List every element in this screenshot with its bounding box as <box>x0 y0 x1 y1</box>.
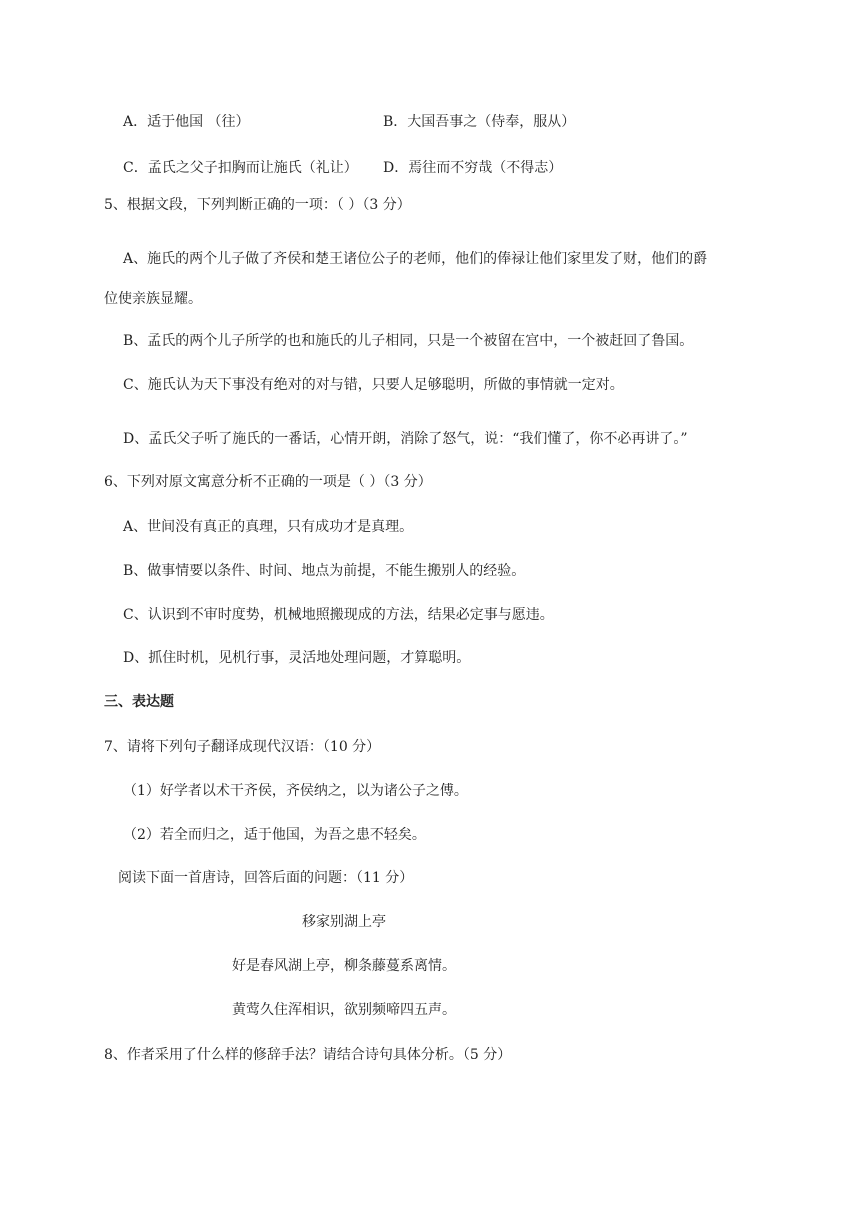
poem-line-2: 黄莺久住浑相识，欲别频啼四五声。 <box>232 1002 456 1018</box>
q7-sentence-2: （2）若全而归之，适于他国，为吾之患不轻矣。 <box>123 827 426 843</box>
q7-sentence-1: （1）好学者以术干齐侯，齐侯纳之，以为诸公子之傅。 <box>123 783 468 799</box>
q5-stem: 5、根据文段，下列判断正确的一项：（ ）（3 分） <box>104 197 411 213</box>
q5-option-a-line1: A、施氏的两个儿子做了齐侯和楚王诸位公子的老师，他们的俸禄让他们家里发了财，他们的爵 <box>123 251 708 267</box>
poem-intro: 阅读下面一首唐诗，回答后面的问题：（11 分） <box>118 870 414 886</box>
q6-option-d: D、抓住时机，见机行事，灵活地处理问题，才算聪明。 <box>123 650 471 666</box>
q6-stem: 6、下列对原文寓意分析不正确的一项是（ ）（3 分） <box>104 474 432 490</box>
q4-option-c: C．孟氏之父子扣胸而让施氏（礼让） <box>123 160 358 176</box>
q8-stem: 8、作者采用了什么样的修辞手法？请结合诗句具体分析。（5 分） <box>104 1047 512 1063</box>
q6-option-c: C、认识到不审时度势，机械地照搬现成的方法，结果必定事与愿违。 <box>123 607 554 623</box>
q4-option-a: A．适于他国 （往） <box>123 114 250 130</box>
q4-option-b: B．大国吾事之（侍奉，服从） <box>383 114 576 130</box>
q7-stem: 7、请将下列句子翻译成现代汉语：（10 分） <box>104 739 381 755</box>
q5-option-a-line2: 位使亲族显耀。 <box>104 291 202 307</box>
q5-option-c: C、施氏认为天下事没有绝对的对与错，只要人足够聪明，所做的事情就一定对。 <box>123 377 624 393</box>
q4-option-d: D．焉往而不穷哉（不得志） <box>383 160 563 176</box>
q6-option-b: B、做事情要以条件、时间、地点为前提，不能生搬别人的经验。 <box>123 563 526 579</box>
poem-line-1: 好是春风湖上亭，柳条藤蔓系离情。 <box>232 958 456 974</box>
q5-option-b: B、孟氏的两个儿子所学的也和施氏的儿子相同，只是一个被留在宫中，一个被赶回了鲁国。 <box>123 333 694 349</box>
poem-title: 移家别湖上亭 <box>302 914 386 930</box>
section-heading: 三、表达题 <box>104 694 174 710</box>
q5-option-d: D、孟氏父子听了施氏的一番话，心情开朗，消除了怒气，说：“我们懂了，你不必再讲了。” <box>123 431 688 447</box>
q6-option-a: A、世间没有真正的真理，只有成功才是真理。 <box>123 519 414 535</box>
